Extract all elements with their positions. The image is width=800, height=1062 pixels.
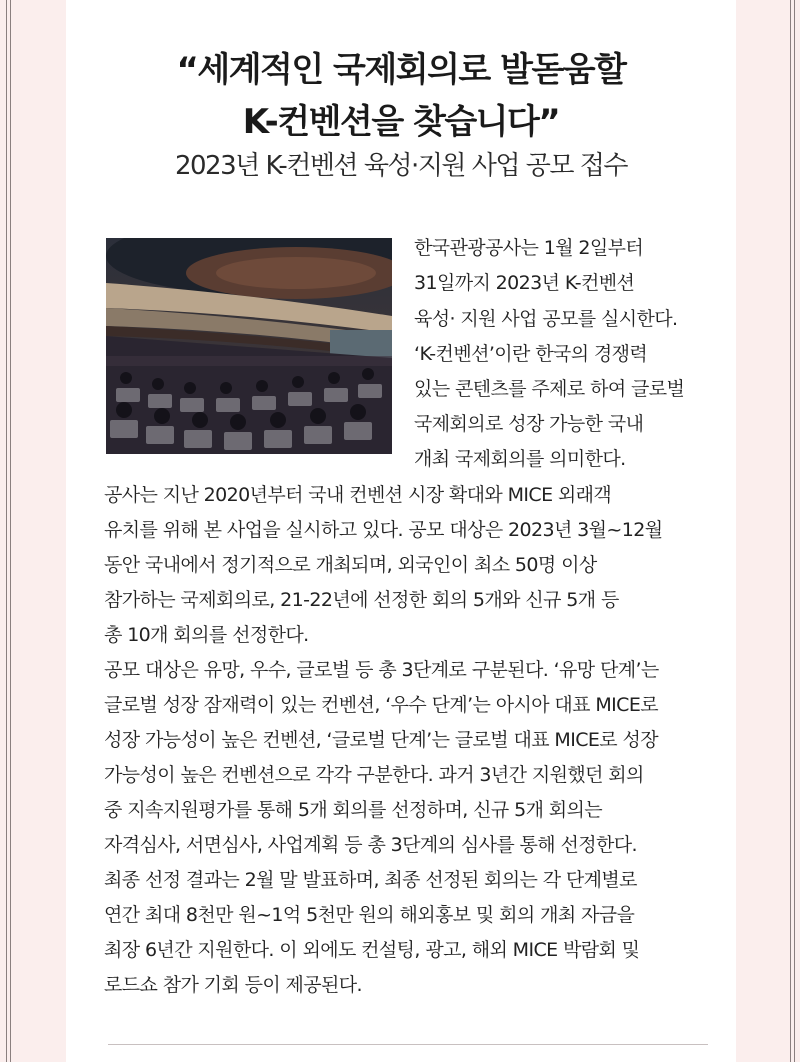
intro-line: 있는 콘텐츠를 주제로 하여 글로벌 bbox=[414, 378, 685, 400]
paragraph-2-line: 유치를 위해 본 사업을 실시하고 있다. 공모 대상은 2023년 3월~12월 bbox=[104, 519, 663, 541]
intro-line: ‘K-컨벤션’이란 한국의 경쟁력 bbox=[414, 343, 648, 365]
paragraph-2-line: 총 10개 회의를 선정한다. bbox=[104, 624, 309, 646]
paragraph-3-line: 연간 최대 8천만 원~1억 5천만 원의 해외홍보 및 회의 개최 자금을 bbox=[104, 904, 635, 926]
intro-line: 31일까지 2023년 K-컨벤션 bbox=[414, 272, 635, 294]
intro-line: 육성· 지원 사업 공모를 실시한다. bbox=[414, 308, 678, 330]
headline-line-2: K-컨벤션을 찾습니다” bbox=[242, 102, 560, 142]
subtitle: 2023년 K-컨벤션 육성·지원 사업 공모 접수 bbox=[174, 151, 628, 181]
intro-line: 국제회의로 성장 가능한 국내 bbox=[414, 413, 644, 435]
paragraph-3-line: 공모 대상은 유망, 우수, 글로벌 등 총 3단계로 구분된다. ‘유망 단계’는 bbox=[104, 659, 659, 681]
paragraph-3-line: 자격심사, 서면심사, 사업계획 등 총 3단계의 심사를 통해 선정한다. bbox=[104, 834, 637, 856]
paragraph-3-line: 최장 6년간 지원한다. 이 외에도 컨설팅, 광고, 해외 MICE 박람회 및 bbox=[104, 939, 640, 961]
intro-line: 개최 국제회의를 의미한다. bbox=[414, 448, 626, 470]
paragraph-3-line: 중 지속지원평가를 통해 5개 회의를 선정하며, 신규 5개 회의는 bbox=[104, 799, 603, 821]
intro-line: 한국관광공사는 1월 2일부터 bbox=[414, 237, 644, 259]
paragraph-3-line: 로드쇼 참가 기회 등이 제공된다. bbox=[104, 974, 363, 996]
paragraph-3-line: 성장 가능성이 높은 컨벤션, ‘글로벌 단계’는 글로벌 대표 MICE로 성장 bbox=[104, 729, 658, 751]
paragraph-2-line: 동안 국내에서 정기적으로 개최되며, 외국인이 최소 50명 이상 bbox=[104, 554, 597, 576]
headline-line-1: “세계적인 국제회의로 발돋움할 bbox=[176, 50, 626, 90]
paragraph-3-line: 최종 선정 결과는 2월 말 발표하며, 최종 선정된 회의는 각 단계별로 bbox=[104, 869, 637, 891]
paragraph-2-line: 공사는 지난 2020년부터 국내 컨벤션 시장 확대와 MICE 외래객 bbox=[104, 484, 612, 506]
paragraph-3-line: 가능성이 높은 컨벤션으로 각각 구분한다. 과거 3년간 지원했던 회의 bbox=[104, 764, 644, 786]
paragraph-2-line: 참가하는 국제회의로, 21-22년에 선정한 회의 5개와 신규 5개 등 bbox=[104, 589, 619, 611]
paragraph-3-line: 글로벌 성장 잠재력이 있는 컨벤션, ‘우수 단계’는 아시아 대표 MICE로 bbox=[104, 694, 658, 716]
